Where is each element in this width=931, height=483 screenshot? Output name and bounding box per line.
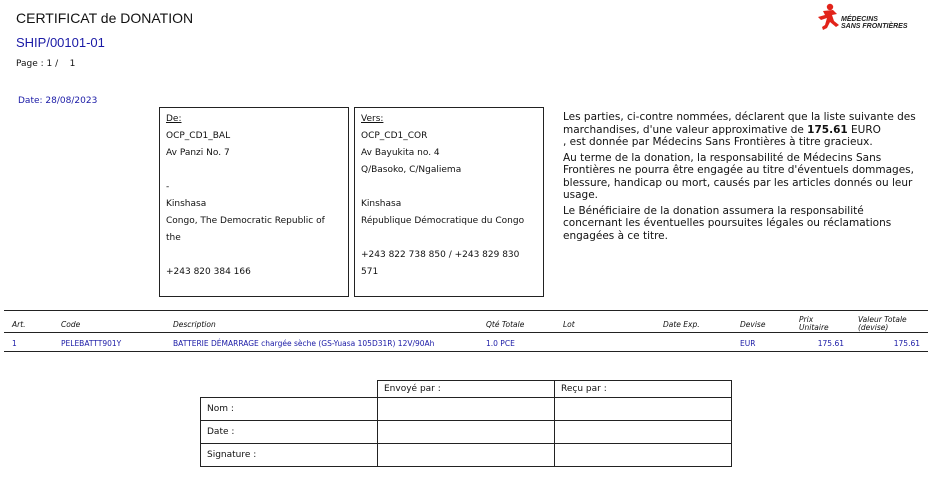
- donation-declaration: [563, 111, 918, 245]
- header-valeur: [858, 316, 907, 332]
- date-value: 28/08/2023: [45, 96, 98, 106]
- row-code: PELEBATTT901Y: [61, 339, 122, 348]
- sent-by-header: Envoyé par :: [378, 381, 555, 398]
- header-description: Description: [173, 320, 216, 329]
- shipment-reference: SHIP/00101-01: [16, 35, 105, 50]
- receiver-date-field[interactable]: [555, 421, 732, 444]
- sender-name-field[interactable]: [378, 398, 555, 421]
- table-top-rule: [4, 310, 928, 311]
- date-label: Date :: [201, 421, 378, 444]
- recipient-line: Kinshasa: [361, 199, 402, 209]
- header-qty: Qté Totale: [486, 320, 525, 329]
- sender-signature-field[interactable]: [378, 444, 555, 467]
- sender-line: Congo, The Democratic Republic of the: [166, 216, 325, 243]
- declaration-paragraph-1: [563, 111, 918, 149]
- signature-label: Signature :: [201, 444, 378, 467]
- signature-corner: [201, 381, 378, 398]
- header-code: Code: [61, 320, 81, 329]
- recipient-line: Av Bayukita no. 4: [361, 148, 440, 158]
- sender-address-box: [159, 107, 349, 297]
- declaration-paragraph-3: Le Bénéficiaire de la donation assumera la responsabilité concernant les éventuelles poursuites légales ou réclamations engagées à ce titre.: [563, 204, 892, 242]
- document-date: [18, 96, 97, 106]
- sender-phone: +243 820 384 166: [166, 267, 251, 277]
- received-by-header: Reçu par :: [555, 381, 732, 398]
- row-art: 1: [12, 339, 17, 348]
- header-art: Art.: [12, 320, 26, 329]
- recipient-line: [361, 179, 537, 196]
- header-prix-line-2: Unitaire: [799, 323, 829, 332]
- header-valeur-line-2: (devise): [858, 323, 889, 332]
- sender-line: [166, 247, 342, 264]
- table-bottom-rule: [4, 351, 928, 352]
- msf-logo: [815, 3, 908, 37]
- header-prix: [799, 316, 829, 332]
- header-prix-line-1: Prix: [799, 315, 814, 324]
- logo-line-2: SANS FRONTIÈRES: [841, 23, 908, 30]
- sender-line: Av Panzi No. 7: [166, 148, 230, 158]
- sender-line: Kinshasa: [166, 199, 207, 209]
- row-description: BATTERIE DÉMARRAGE chargée sèche (GS-Yuasa 105D31R) 12V/90Ah: [173, 339, 435, 348]
- recipient-line: Q/Basoko, C/Ngaliema: [361, 165, 462, 175]
- receiver-signature-field[interactable]: [555, 444, 732, 467]
- row-devise: EUR: [740, 339, 756, 348]
- sender-line: [166, 162, 342, 179]
- donation-currency: EURO: [847, 123, 881, 136]
- recipient-address-box: [354, 107, 544, 297]
- sender-heading: De:: [166, 114, 182, 124]
- receiver-name-field[interactable]: [555, 398, 732, 421]
- date-label: Date:: [18, 96, 43, 106]
- recipient-line: OCP_CD1_COR: [361, 131, 428, 141]
- document-title: CERTIFICAT de DONATION: [16, 10, 194, 26]
- name-label: Nom :: [201, 398, 378, 421]
- sender-line: OCP_CD1_BAL: [166, 131, 231, 141]
- declaration-text: , est donnée par Médecins Sans Frontières à titre gracieux.: [563, 136, 873, 148]
- logo-line-1: MÉDECINS: [841, 16, 878, 23]
- msf-running-man-icon: [815, 3, 841, 33]
- declaration-paragraph-2: Au terme de la donation, la responsabilité de Médecins Sans Frontières ne pourra être engagée au titre d'éventuels dommages, blessure, handicap ou mort, causés par les articles donnés ou leur usage.: [563, 151, 914, 201]
- declaration-text: Les parties, ci-contre nommées, déclarent que la liste suivante des marchandises, d'une valeur approximative de: [563, 111, 916, 136]
- recipient-heading: Vers:: [361, 114, 384, 124]
- recipient-phone: +243 822 738 850 / +243 829 830 571: [361, 250, 520, 277]
- page-number: Page : 1 / 1: [16, 59, 76, 69]
- header-valeur-line-1: Valeur Totale: [858, 315, 907, 324]
- header-devise: Devise: [740, 320, 766, 329]
- donation-amount: 175.61: [807, 123, 848, 136]
- row-prix: 175.61: [817, 339, 844, 348]
- sender-date-field[interactable]: [378, 421, 555, 444]
- recipient-line: [361, 230, 537, 247]
- header-date-exp: Date Exp.: [663, 320, 700, 329]
- table-header-rule: [4, 332, 928, 333]
- recipient-line: République Démocratique du Congo: [361, 216, 525, 226]
- sender-line: -: [166, 182, 170, 192]
- row-qty: 1.0 PCE: [486, 339, 515, 348]
- signature-table: [200, 380, 732, 467]
- header-lot: Lot: [563, 320, 575, 329]
- row-valeur: 175.61: [893, 339, 920, 348]
